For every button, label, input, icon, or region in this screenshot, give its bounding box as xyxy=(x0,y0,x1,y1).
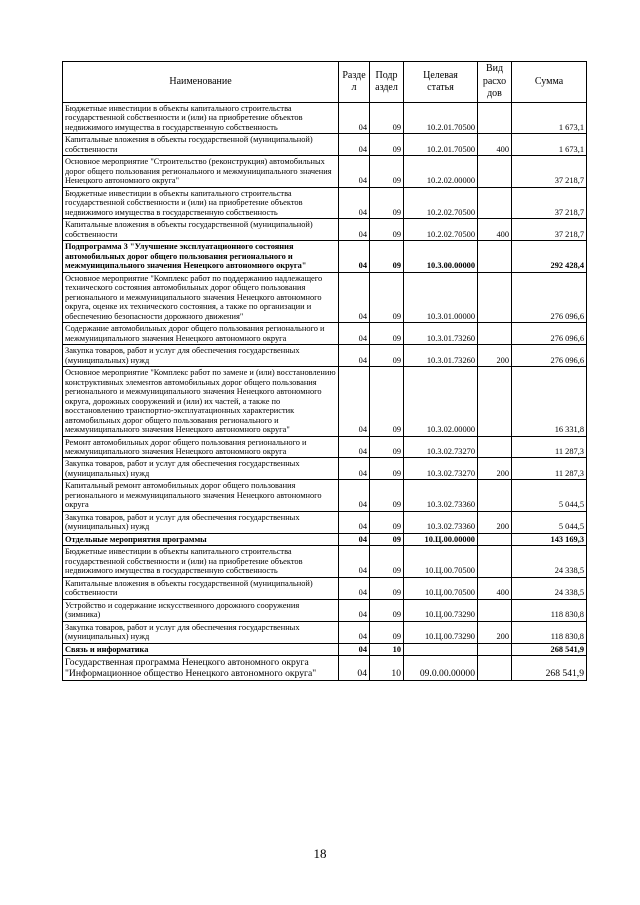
table-row xyxy=(63,367,587,436)
row-sum: 118 830,8 xyxy=(512,599,587,621)
row-expense-type xyxy=(478,156,512,187)
table-row xyxy=(63,134,587,156)
row-section: 04 xyxy=(339,367,370,436)
row-name: Основное мероприятие "Строительство (реконструкция) автомобильных дорог общего пользования регионального и межмуниципального значения Ненецкого автономного округа" xyxy=(63,156,339,187)
row-expense-type xyxy=(478,103,512,134)
row-target-article: 10.3.02.73360 xyxy=(404,511,478,533)
row-name: Закупка товаров, работ и услуг для обеспечения государственных (муниципальных) нужд xyxy=(63,511,339,533)
row-name: Капитальные вложения в объекты государственной (муниципальной) собственности xyxy=(63,219,339,241)
table-row xyxy=(63,436,587,458)
row-target-article: 10.3.02.00000 xyxy=(404,367,478,436)
table-row xyxy=(63,511,587,533)
header-subsection: Подр аздел xyxy=(370,62,404,103)
table-row xyxy=(63,643,587,655)
table-row xyxy=(63,533,587,545)
row-name: Основное мероприятие "Комплекс работ по замене и (или) восстановлению конструктивных элементов автомобильных дорог общего пользования регионального и межмуниципального значения Ненецкого автономного округа, дорожных сооружений и (или) их частей, а также по восстановлению транспортно-эксплуатационных характеристик автомобильных дорог общего пользования регионального и межмуниципального значения Ненецкого автономного округа" xyxy=(63,367,339,436)
row-subsection: 09 xyxy=(370,272,404,322)
row-sum: 5 044,5 xyxy=(512,480,587,511)
row-target-article: 10.3.01.73260 xyxy=(404,323,478,345)
row-section: 04 xyxy=(339,436,370,458)
row-expense-type: 200 xyxy=(478,511,512,533)
row-subsection: 09 xyxy=(370,533,404,545)
row-expense-type: 400 xyxy=(478,219,512,241)
row-target-article: 10.3.00.00000 xyxy=(404,241,478,272)
row-target-article: 10.Ц.00.70500 xyxy=(404,546,478,577)
row-expense-type xyxy=(478,367,512,436)
row-name: Содержание автомобильных дорог общего пользования регионального и межмуниципального значения Ненецкого автономного округа xyxy=(63,323,339,345)
row-section: 04 xyxy=(339,134,370,156)
row-section: 04 xyxy=(339,643,370,655)
row-subsection: 09 xyxy=(370,546,404,577)
row-section: 04 xyxy=(339,533,370,545)
table-row xyxy=(63,103,587,134)
row-expense-type xyxy=(478,533,512,545)
budget-table xyxy=(62,61,587,681)
row-expense-type xyxy=(478,272,512,322)
table-body xyxy=(63,103,587,681)
row-target-article: 10.3.02.73270 xyxy=(404,458,478,480)
row-sum: 276 096,6 xyxy=(512,272,587,322)
row-expense-type xyxy=(478,546,512,577)
row-expense-type: 400 xyxy=(478,577,512,599)
table-header-row xyxy=(63,62,587,103)
header-name: Наименование xyxy=(63,62,339,103)
row-sum: 24 338,5 xyxy=(512,546,587,577)
row-target-article: 10.Ц.00.73290 xyxy=(404,599,478,621)
table-row xyxy=(63,156,587,187)
row-target-article: 09.0.00.00000 xyxy=(404,656,478,681)
row-subsection: 09 xyxy=(370,458,404,480)
row-sum: 11 287,3 xyxy=(512,436,587,458)
row-target-article: 10.3.01.73260 xyxy=(404,345,478,367)
row-expense-type: 200 xyxy=(478,345,512,367)
row-section: 04 xyxy=(339,656,370,681)
row-subsection: 09 xyxy=(370,480,404,511)
row-sum: 268 541,9 xyxy=(512,656,587,681)
row-target-article xyxy=(404,643,478,655)
row-sum: 16 331,8 xyxy=(512,367,587,436)
row-subsection: 09 xyxy=(370,621,404,643)
row-name: Закупка товаров, работ и услуг для обеспечения государственных (муниципальных) нужд xyxy=(63,458,339,480)
row-sum: 292 428,4 xyxy=(512,241,587,272)
row-target-article: 10.Ц.00.00000 xyxy=(404,533,478,545)
header-expense-type: Вид расхо дов xyxy=(478,62,512,103)
header-sum: Сумма xyxy=(512,62,587,103)
row-sum: 268 541,9 xyxy=(512,643,587,655)
row-name: Государственная программа Ненецкого автономного округа "Информационное общество Ненецкого автономного округа" xyxy=(63,656,339,681)
table-row xyxy=(63,546,587,577)
row-section: 04 xyxy=(339,187,370,218)
row-expense-type xyxy=(478,656,512,681)
row-sum: 143 169,3 xyxy=(512,533,587,545)
row-section: 04 xyxy=(339,241,370,272)
row-section: 04 xyxy=(339,599,370,621)
row-subsection: 09 xyxy=(370,103,404,134)
row-name: Устройство и содержание искусственного дорожного сооружения (зимника) xyxy=(63,599,339,621)
row-subsection: 09 xyxy=(370,436,404,458)
row-expense-type: 200 xyxy=(478,621,512,643)
table-row xyxy=(63,599,587,621)
row-subsection: 09 xyxy=(370,599,404,621)
row-subsection: 09 xyxy=(370,156,404,187)
row-expense-type xyxy=(478,480,512,511)
row-name: Капитальный ремонт автомобильных дорог общего пользования регионального и межмуниципального значения Ненецкого автономного округа xyxy=(63,480,339,511)
table-row xyxy=(63,241,587,272)
row-section: 04 xyxy=(339,458,370,480)
row-sum: 276 096,6 xyxy=(512,323,587,345)
row-name: Бюджетные инвестиции в объекты капитального строительства государственной собственности и (или) на приобретение объектов недвижимого имущества в государственную собственность xyxy=(63,546,339,577)
page-number: 18 xyxy=(313,846,327,861)
row-name: Бюджетные инвестиции в объекты капитального строительства государственной собственности и (или) на приобретение объектов недвижимого имущества в государственную собственность xyxy=(63,103,339,134)
row-name: Связь и информатика xyxy=(63,643,339,655)
row-sum: 37 218,7 xyxy=(512,219,587,241)
row-subsection: 10 xyxy=(370,643,404,655)
header-target-article: Целевая статья xyxy=(404,62,478,103)
row-sum: 5 044,5 xyxy=(512,511,587,533)
row-subsection: 09 xyxy=(370,187,404,218)
row-section: 04 xyxy=(339,546,370,577)
row-subsection: 10 xyxy=(370,656,404,681)
row-subsection: 09 xyxy=(370,241,404,272)
row-section: 04 xyxy=(339,511,370,533)
row-target-article: 10.2.01.70500 xyxy=(404,103,478,134)
row-section: 04 xyxy=(339,219,370,241)
table-row xyxy=(63,272,587,322)
row-name: Закупка товаров, работ и услуг для обеспечения государственных (муниципальных) нужд xyxy=(63,345,339,367)
row-name: Ремонт автомобильных дорог общего пользования регионального и межмуниципального значения Ненецкого автономного округа xyxy=(63,436,339,458)
row-sum: 11 287,3 xyxy=(512,458,587,480)
row-name: Основное мероприятие "Комплекс работ по поддержанию надлежащего технического состояния автомобильных дорог общего пользования регионального и межмуниципального значения Ненецкого автономного округа, оценке их технического состояния, а также по организации и обеспечению безопасности дорожного движения" xyxy=(63,272,339,322)
row-expense-type: 200 xyxy=(478,458,512,480)
row-subsection: 09 xyxy=(370,367,404,436)
row-sum: 24 338,5 xyxy=(512,577,587,599)
row-expense-type xyxy=(478,643,512,655)
row-target-article: 10.3.02.73270 xyxy=(404,436,478,458)
row-section: 04 xyxy=(339,103,370,134)
row-expense-type xyxy=(478,599,512,621)
row-target-article: 10.2.02.70500 xyxy=(404,219,478,241)
row-subsection: 09 xyxy=(370,511,404,533)
row-expense-type xyxy=(478,323,512,345)
row-section: 04 xyxy=(339,345,370,367)
row-sum: 1 673,1 xyxy=(512,134,587,156)
row-section: 04 xyxy=(339,577,370,599)
row-target-article: 10.3.02.73360 xyxy=(404,480,478,511)
row-subsection: 09 xyxy=(370,219,404,241)
table-row xyxy=(63,480,587,511)
row-expense-type xyxy=(478,436,512,458)
row-sum: 118 830,8 xyxy=(512,621,587,643)
row-section: 04 xyxy=(339,621,370,643)
row-sum: 1 673,1 xyxy=(512,103,587,134)
row-subsection: 09 xyxy=(370,134,404,156)
row-subsection: 09 xyxy=(370,323,404,345)
row-section: 04 xyxy=(339,323,370,345)
table-row xyxy=(63,458,587,480)
table-row xyxy=(63,656,587,681)
row-name: Закупка товаров, работ и услуг для обеспечения государственных (муниципальных) нужд xyxy=(63,621,339,643)
table-row xyxy=(63,345,587,367)
header-section: Разде л xyxy=(339,62,370,103)
row-target-article: 10.Ц.00.70500 xyxy=(404,577,478,599)
table-row xyxy=(63,187,587,218)
row-expense-type xyxy=(478,241,512,272)
row-target-article: 10.3.01.00000 xyxy=(404,272,478,322)
row-name: Капитальные вложения в объекты государственной (муниципальной) собственности xyxy=(63,134,339,156)
row-sum: 276 096,6 xyxy=(512,345,587,367)
row-sum: 37 218,7 xyxy=(512,187,587,218)
row-name: Подпрограмма 3 "Улучшение эксплуатационного состояния автомобильных дорог общего пользования регионального и межмуниципального значения Ненецкого автономного округа" xyxy=(63,241,339,272)
row-name: Капитальные вложения в объекты государственной (муниципальной) собственности xyxy=(63,577,339,599)
row-section: 04 xyxy=(339,272,370,322)
budget-document xyxy=(62,61,586,681)
table-row xyxy=(63,219,587,241)
row-expense-type: 400 xyxy=(478,134,512,156)
table-row xyxy=(63,577,587,599)
row-name: Отдельные мероприятия программы xyxy=(63,533,339,545)
row-name: Бюджетные инвестиции в объекты капитального строительства государственной собственности и (или) на приобретение объектов недвижимого имущества в государственную собственность xyxy=(63,187,339,218)
row-target-article: 10.2.02.70500 xyxy=(404,187,478,218)
row-section: 04 xyxy=(339,480,370,511)
row-section: 04 xyxy=(339,156,370,187)
table-row xyxy=(63,323,587,345)
row-target-article: 10.2.01.70500 xyxy=(404,134,478,156)
row-target-article: 10.Ц.00.73290 xyxy=(404,621,478,643)
row-subsection: 09 xyxy=(370,577,404,599)
row-expense-type xyxy=(478,187,512,218)
row-target-article: 10.2.02.00000 xyxy=(404,156,478,187)
row-sum: 37 218,7 xyxy=(512,156,587,187)
table-row xyxy=(63,621,587,643)
row-subsection: 09 xyxy=(370,345,404,367)
